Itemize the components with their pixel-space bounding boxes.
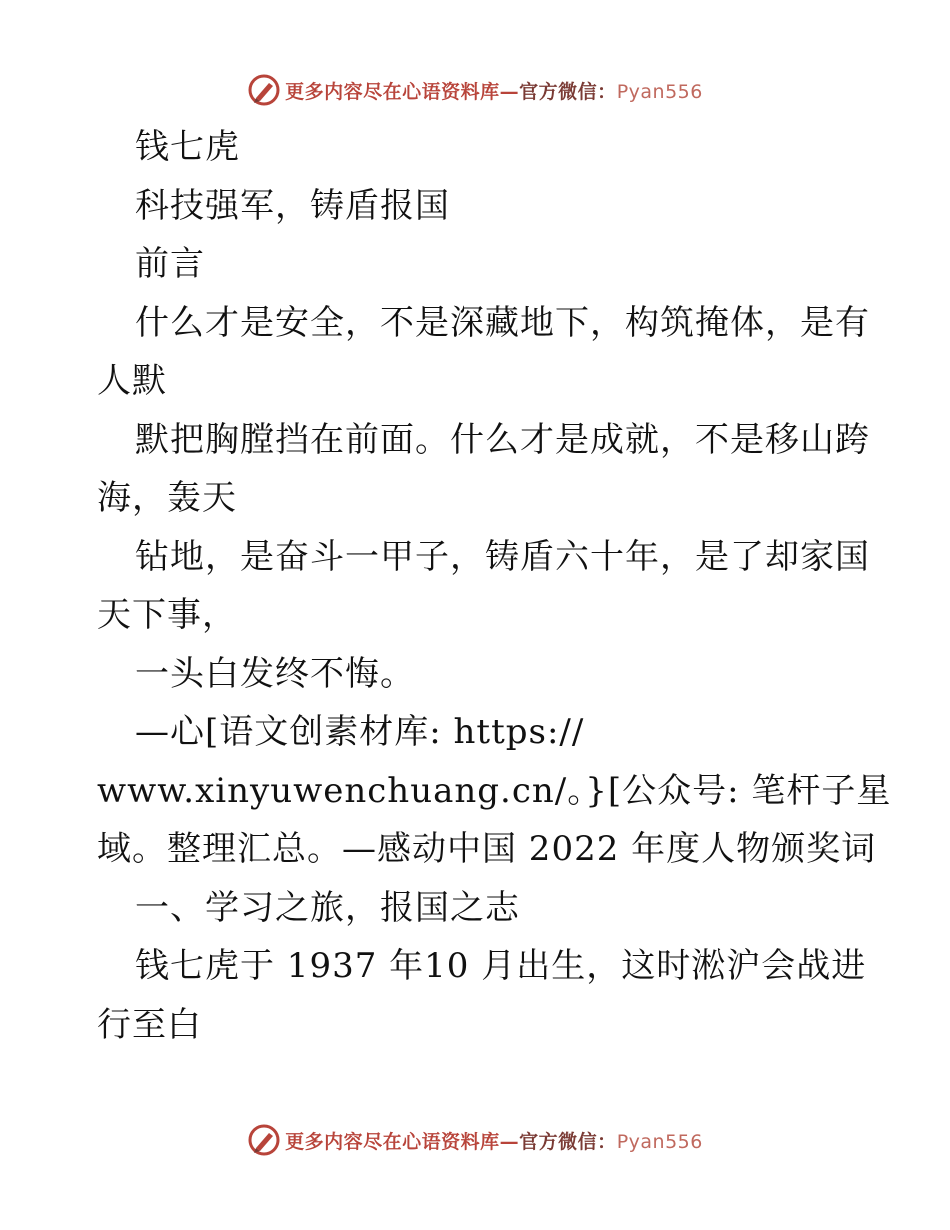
banner-main-text: 更多内容尽在心语资料库 xyxy=(285,80,500,103)
doc-line: 科技强军，铸盾报国 xyxy=(135,185,450,226)
banner-main-text: 更多内容尽在心语资料库 xyxy=(285,1130,500,1153)
banner-dash: — xyxy=(499,1130,520,1153)
doc-line: 前言 xyxy=(135,244,205,284)
banner-text xyxy=(285,77,703,104)
doc-line: 行至白 xyxy=(97,1004,202,1045)
doc-line: 海，轰天 xyxy=(97,478,237,518)
doc-line: 钻地，是奋斗一甲子，铸盾六十年，是了却家国 xyxy=(135,536,870,577)
banner-dash: — xyxy=(499,80,520,103)
pen-logo-icon xyxy=(247,73,281,107)
doc-line: 天下事， xyxy=(97,595,237,635)
doc-line: 人默 xyxy=(97,361,167,401)
banner-wechat-id: Pyan556 xyxy=(616,1130,703,1153)
banner-wechat-id: Pyan556 xyxy=(616,80,703,103)
banner-label: 官方微信： xyxy=(519,1130,617,1153)
pen-logo-icon xyxy=(247,1123,281,1157)
doc-line: 什么才是安全，不是深藏地下，构筑掩体，是有 xyxy=(135,302,870,343)
footer-watermark-banner xyxy=(0,1120,950,1160)
banner-label: 官方微信： xyxy=(519,80,617,103)
banner-text xyxy=(285,1127,703,1154)
header-watermark-banner xyxy=(0,70,950,110)
doc-line: 默把胸膛挡在前面。什么才是成就，不是移山跨 xyxy=(135,419,870,460)
doc-line: www.xinyuwenchuang.cn/。}[公众号: 笔杆子星 xyxy=(97,770,892,811)
document-body xyxy=(97,118,892,1054)
doc-line: 钱七虎 xyxy=(135,127,240,167)
doc-line: 一、学习之旅，报国之志 xyxy=(135,887,520,928)
doc-line: 域。整理汇总。—感动中国 2022 年度人物颁奖词 xyxy=(97,829,877,869)
doc-line: 一头白发终不悔。 xyxy=(135,653,415,694)
doc-line: 钱七虎于 1937 年10 月出生，这时淞沪会战进 xyxy=(135,946,867,986)
doc-line: —心[语文创素材库: https:// xyxy=(135,712,585,752)
